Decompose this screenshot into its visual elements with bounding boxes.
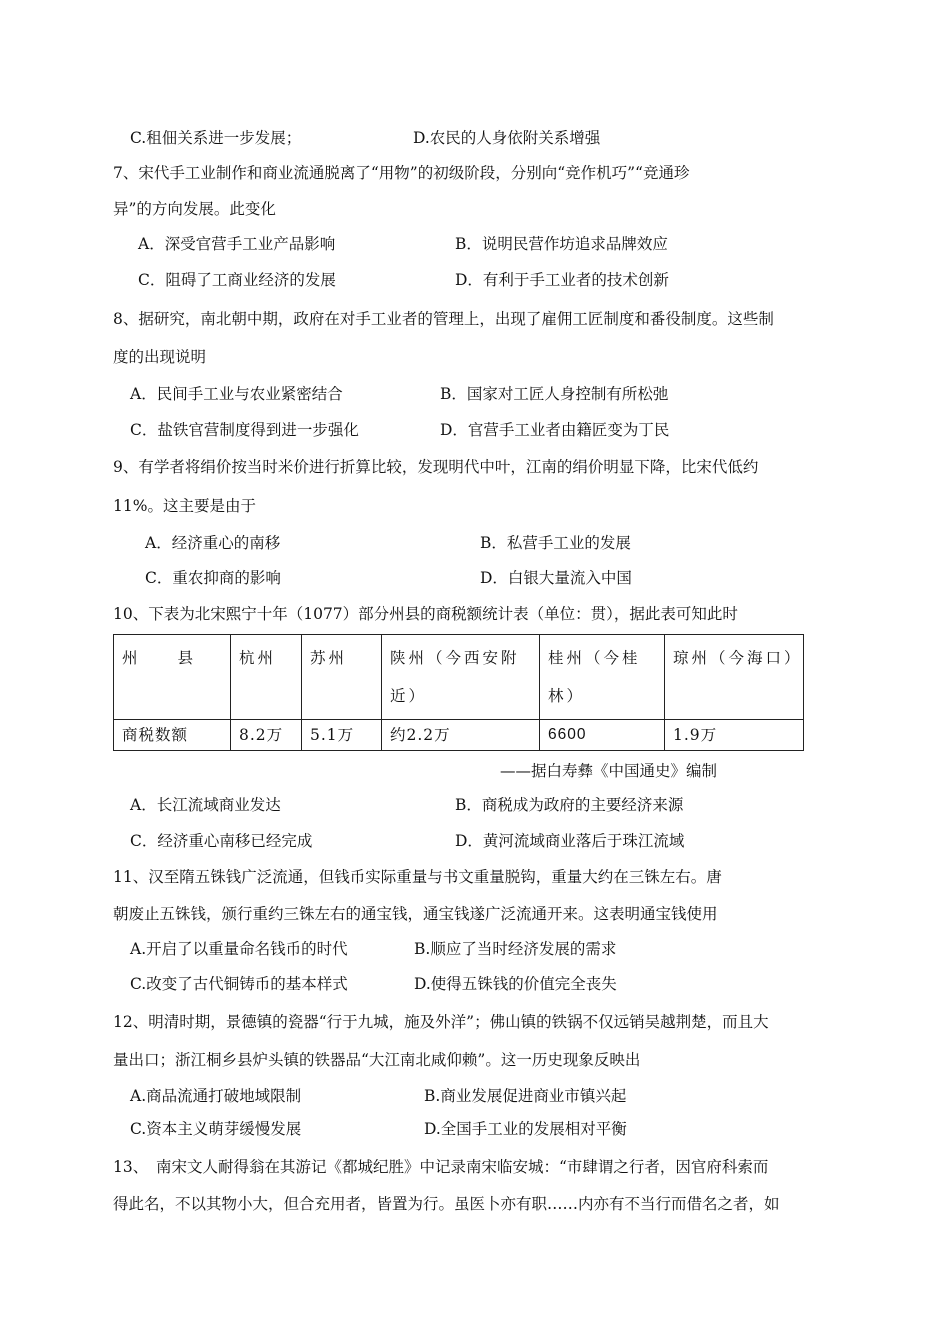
q10-option-d: D．黄河流域商业落后于珠江流域 [455,832,685,850]
q8-option-c: C．盐铁官营制度得到进一步强化 [130,421,359,439]
q7-option-c: C．阻碍了工商业经济的发展 [138,271,336,289]
table-cell: 8.2万 [231,720,302,751]
q7-option-d: D．有利于手工业者的技术创新 [455,271,669,289]
q10-option-a: A．长江流域商业发达 [130,796,281,814]
q12-stem-line-1: 12、明清时期，景德镇的瓷器“行于九城，施及外洋”；佛山镇的铁锅不仅远销吴越荆楚，而且大 [113,1013,769,1031]
q7-stem-line-1: 7、宋代手工业制作和商业流通脱离了“用物”的初级阶段，分别向“竞作机巧”“竞通珍 [113,164,690,182]
q11-option-b: B.顺应了当时经济发展的需求 [414,940,617,958]
table-cell: 6600 [540,720,665,751]
q7-option-a: A．深受官营手工业产品影响 [138,235,336,253]
table-cell: 约2.2万 [382,720,540,751]
q11-stem-line-2: 朝废止五铢钱，颁行重约三铢左右的通宝钱，通宝钱遂广泛流通开来。这表明通宝钱使用 [113,905,718,923]
q12-option-d: D.全国手工业的发展相对平衡 [424,1120,627,1138]
q10-option-c: C．经济重心南移已经完成 [130,832,313,850]
table-header-cell: 杭州 [231,635,302,720]
q7-stem-line-2: 异”的方向发展。此变化 [113,200,276,218]
q9-stem-line-1: 9、有学者将绢价按当时米价进行折算比较，发现明代中叶，江南的绢价明显下降，比宋代低约 [113,458,759,476]
table-cell: 5.1万 [302,720,382,751]
q7-option-b: B．说明民营作坊追求品牌效应 [455,235,668,253]
table-header-cell: 桂州（今桂林） [540,635,665,720]
q9-option-b: B．私营手工业的发展 [480,534,631,552]
q8-option-b: B．国家对工匠人身控制有所松弛 [440,385,669,403]
q11-option-a: A.开启了以重量命名钱币的时代 [130,940,348,958]
q11-stem-line-1: 11、汉至隋五铢钱广泛流通，但钱币实际重量与书文重量脱钩，重量大约在三铢左右。唐 [113,868,722,886]
q12-option-c: C.资本主义萌芽缓慢发展 [130,1120,302,1138]
table-header-row [114,635,804,720]
q13-stem-line-1: 13、 南宋文人耐得翁在其游记《都城纪胜》中记录南宋临安城：“市肆谓之行者，因官府科索而 [113,1158,769,1176]
q6-option-d: D.农民的人身依附关系增强 [413,129,601,147]
q9-option-a: A．经济重心的南移 [145,534,281,552]
table-header-cell: 琼州（今海口） [665,635,804,720]
q8-option-a: A．民间手工业与农业紧密结合 [130,385,343,403]
table-source-note: ——据白寿彝《中国通史》编制 [500,762,718,780]
q10-option-b: B．商税成为政府的主要经济来源 [455,796,684,814]
q10-stem-line-1: 10、下表为北宋熙宁十年（1077）部分州县的商税额统计表（单位：贯），据此表可知此时 [113,605,738,623]
q8-stem-line-1: 8、据研究，南北朝中期，政府在对手工业者的管理上，出现了雇佣工匠制度和番役制度。这些制 [113,310,774,328]
q6-option-c: C.租佃关系进一步发展； [130,129,302,147]
q12-stem-line-2: 量出口；浙江桐乡县炉头镇的铁器品“大江南北咸仰赖”。这一历史现象反映出 [113,1051,641,1069]
table-cell: 商税数额 [114,720,231,751]
table-header-cell: 苏州 [302,635,382,720]
q11-option-d: D.使得五铢钱的价值完全丧失 [414,975,617,993]
q11-option-c: C.改变了古代铜铸币的基本样式 [130,975,348,993]
q9-option-d: D．白银大量流入中国 [480,569,632,587]
q8-option-d: D．官营手工业者由籍匠变为丁民 [440,421,670,439]
q12-option-a: A.商品流通打破地域限制 [130,1087,302,1105]
q8-stem-line-2: 度的出现说明 [113,348,207,366]
table-cell: 1.9万 [665,720,804,751]
table-header-cell: 州 县 [114,635,231,720]
table-row [114,720,804,751]
q13-stem-line-2: 得此名，不以其物小大，但合充用者，皆置为行。虽医卜亦有职……内亦有不当行而借名之者，如 [113,1195,780,1213]
commercial-tax-table [113,634,804,751]
q9-option-c: C．重农抑商的影响 [145,569,281,587]
table-header-cell: 陕州（今西安附近） [382,635,540,720]
q9-stem-line-2: 11%。这主要是由于 [113,497,256,515]
q12-option-b: B.商业发展促进商业市镇兴起 [424,1087,627,1105]
